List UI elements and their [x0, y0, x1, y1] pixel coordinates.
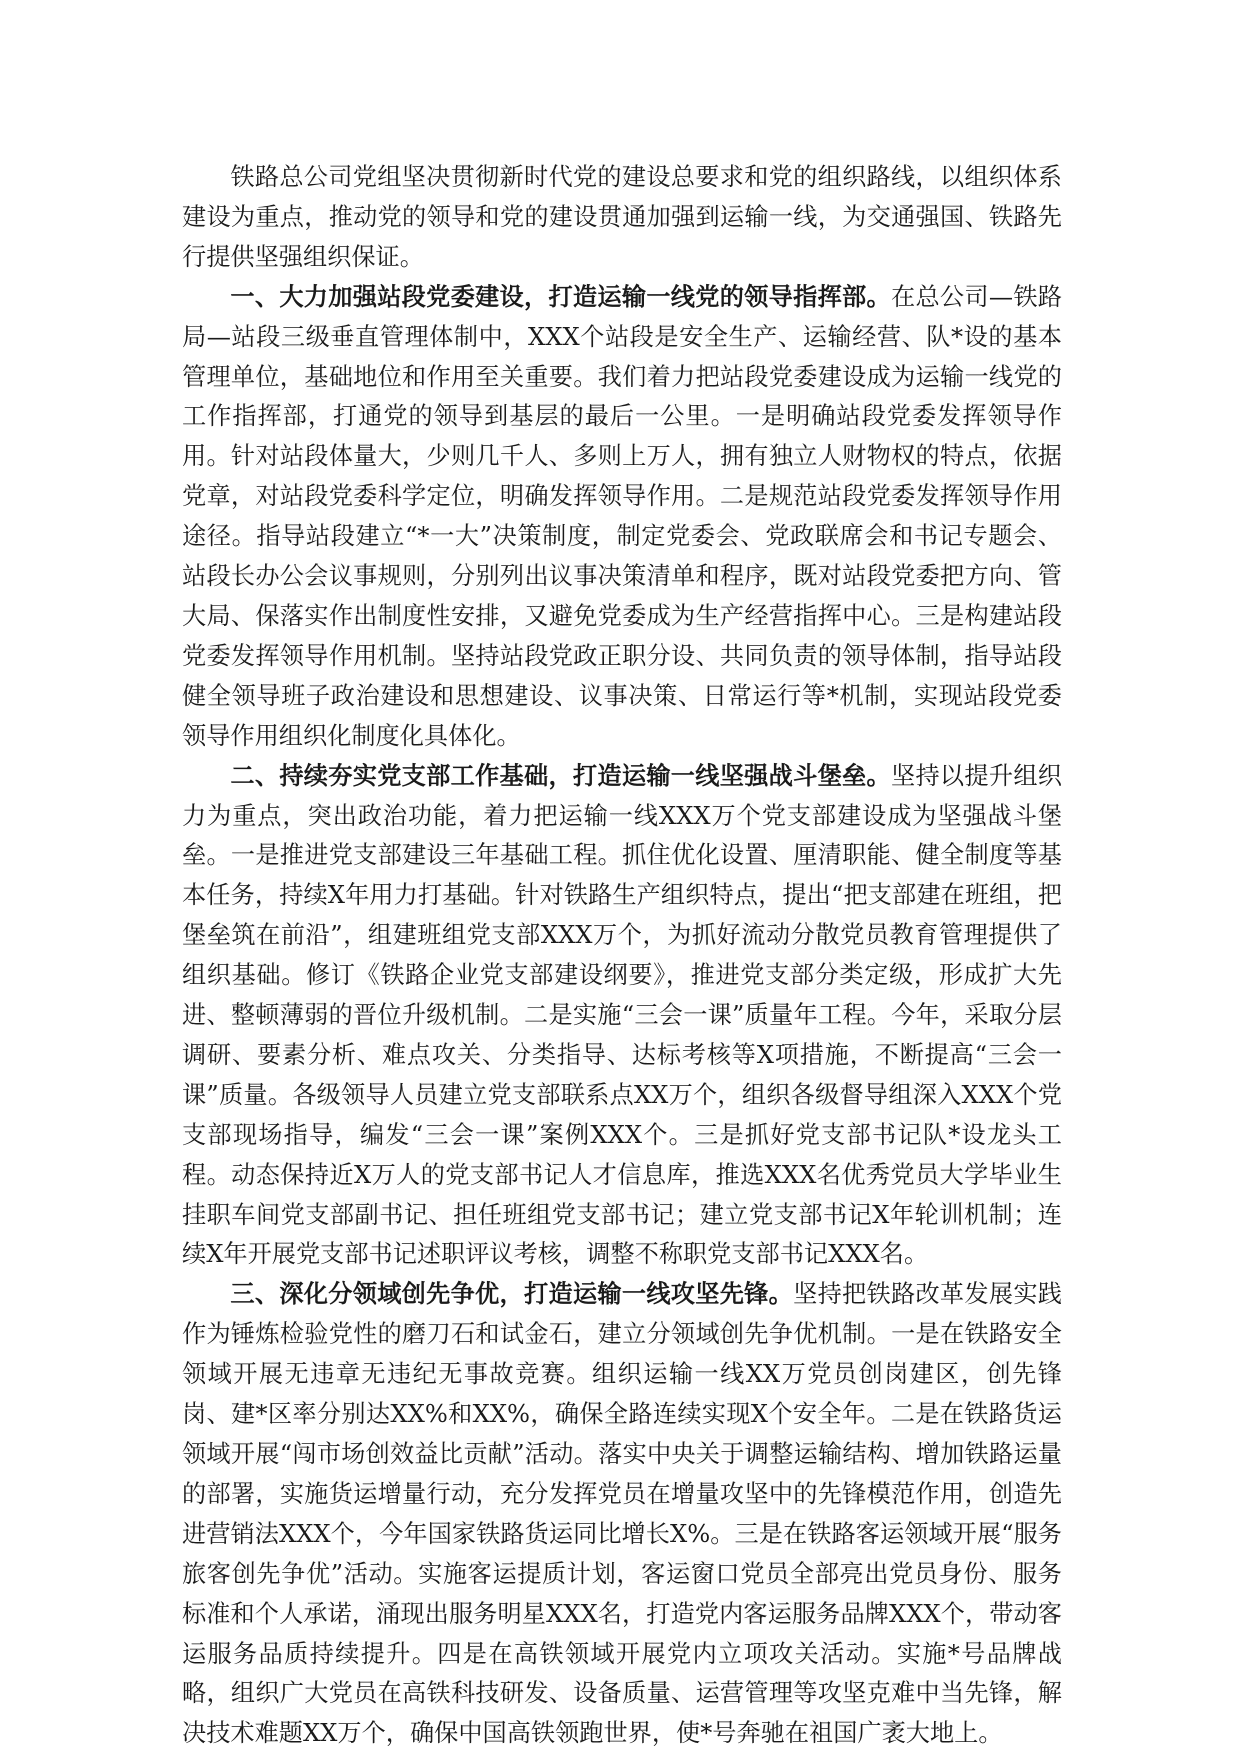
section-paragraph-3 — [182, 1275, 1062, 1754]
section-heading-3: 三、深化分领域创先争优，打造运输一线攻坚先锋。 — [230, 1280, 794, 1309]
section-heading-2: 二、持续夯实党支部工作基础，打造运输一线坚强战斗堡垒。 — [230, 761, 891, 790]
section-body-1: 在总公司—铁路局—站段三级垂直管理体制中，XXX个站段是安全生产、运输经营、队*设的基本管理单位，基础地位和作用至关重要。我们着力把站段党委建设成为运输一线党的工作指挥部，打通党的领导到基层的最后一公里。一是明确站段党委发挥领导作用。针对站段体量大，少则几千人、多则上万人，拥有独立人财物权的特点，依据党章，对站段党委科学定位，明确发挥领导作用。二是规范站段党委发挥领导作用途径。指导站段建立“*一大”决策制度，制定党委会、党政联席会和书记专题会、站段长办公会议事规则，分别列出议事决策清单和程序，既对站段党委把方向、管大局、保落实作出制度性安排，又避免党委成为生产经营指挥中心。三是构建站段党委发挥领导作用机制。坚持站段党政正职分设、共同负责的领导体制，指导站段健全领导班子政治建设和思想建设、议事决策、日常运行等*机制，实现站段党委领导作用组织化制度化具体化。 — [182, 282, 1062, 750]
section-paragraph-2 — [182, 757, 1062, 1276]
document-page — [182, 158, 1062, 1754]
intro-paragraph: 铁路总公司党组坚决贯彻新时代党的建设总要求和党的组织路线，以组织体系建设为重点，推动党的领导和党的建设贯通加强到运输一线，为交通强国、铁路先行提供坚强组织保证。 — [182, 163, 1062, 271]
section-body-2: 坚持以提升组织力为重点，突出政治功能，着力把运输一线XXX万个党支部建设成为坚强战斗堡垒。一是推进党支部建设三年基础工程。抓住优化设置、厘清职能、健全制度等基本任务，持续X年用力打基础。针对铁路生产组织特点，提出“把支部建在班组，把堡垒筑在前沿”，组建班组党支部XXX万个，为抓好流动分散党员教育管理提供了组织基础。修订《铁路企业党支部建设纲要》，推进党支部分类定级，形成扩大先进、整顿薄弱的晋位升级机制。二是实施“三会一课”质量年工程。今年，采取分层调研、要素分析、难点攻关、分类指导、达标考核等X项措施，不断提高“三会一课”质量。各级领导人员建立党支部联系点XX万个，组织各级督导组深入XXX个党支部现场指导，编发“三会一课”案例XXX个。三是抓好党支部书记队*设龙头工程。动态保持近X万人的党支部书记人才信息库，推选XXX名优秀党员大学毕业生挂职车间党支部副书记、担任班组党支部书记；建立党支部书记X年轮训机制；连续X年开展党支部书记述职评议考核，调整不称职党支部书记XXX名。 — [182, 761, 1062, 1269]
section-body-3: 坚持把铁路改革发展实践作为锤炼检验党性的磨刀石和试金石，建立分领域创先争优机制。一是在铁路安全领域开展无违章无违纪无事故竞赛。组织运输一线XX万党员创岗建区，创先锋岗、建*区率分别达XX%和XX%，确保全路连续实现X个安全年。二是在铁路货运领域开展“闯市场创效益比贡献”活动。落实中央关于调整运输结构、增加铁路运量的部署，实施货运增量行动，充分发挥党员在增量攻坚中的先锋模范作用，创造先进营销法XXX个，今年国家铁路货运同比增长X%。三是在铁路客运领域开展“服务旅客创先争优”活动。实施客运提质计划，客运窗口党员全部亮出党员身份、服务标准和个人承诺，涌现出服务明星XXX名，打造党内客运服务品牌XXX个，带动客运服务品质持续提升。四是在高铁领域开展党内立项攻关活动。实施*号品牌战略，组织广大党员在高铁科技研发、设备质量、运营管理等攻坚克难中当先锋，解决技术难题XX万个，确保中国高铁领跑世界，使*号奔驰在祖国广袤大地上。 — [182, 1280, 1062, 1748]
section-heading-1: 一、大力加强站段党委建设，打造运输一线党的领导指挥部。 — [230, 282, 891, 311]
section-paragraph-1 — [182, 278, 1062, 757]
